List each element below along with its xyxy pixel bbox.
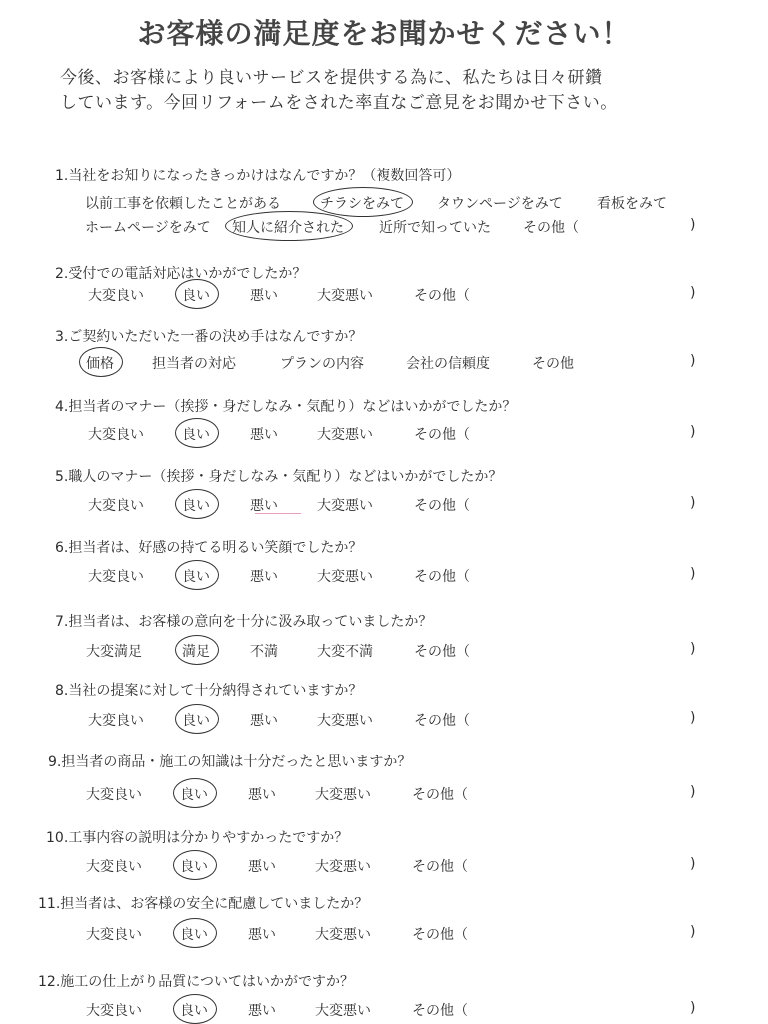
other-close-paren: ) [690, 424, 696, 440]
question-2-option[interactable]: 大変良い [88, 288, 144, 304]
question-9-option[interactable]: 良い [180, 787, 208, 803]
question-8-option[interactable]: 悪い [250, 713, 278, 729]
question-12-label: 12.施工の仕上がり品質についてはいかがですか？ [38, 974, 354, 990]
question-1-option[interactable]: タウンページをみて [437, 196, 563, 212]
question-11-option[interactable]: その他（ [412, 927, 468, 943]
question-11-option[interactable]: 大変悪い [315, 927, 371, 943]
question-1-label: 1.当社をお知りになったきっかけはなんですか？（複数回答可） [55, 168, 461, 184]
question-9-option[interactable]: 悪い [248, 787, 276, 803]
survey-title: お客様の満足度をお聞かせください！ [137, 17, 631, 50]
question-3-option[interactable]: 価格 [86, 356, 114, 372]
question-11-option[interactable]: 悪い [248, 927, 276, 943]
intro-text [60, 66, 720, 116]
question-3-option[interactable]: その他 [532, 356, 574, 372]
question-5-option[interactable]: その他（ [414, 498, 470, 514]
question-9-option[interactable]: 大変良い [86, 787, 142, 803]
question-5-label: 5.職人のマナー（挨拶・身だしなみ・気配り）などはいかがでしたか？ [55, 469, 503, 485]
question-2-option[interactable]: 大変悪い [317, 288, 373, 304]
question-1-option[interactable]: 知人に紹介された [232, 220, 344, 236]
question-6-option[interactable]: その他（ [414, 569, 470, 585]
question-1-option[interactable]: チラシをみて [320, 196, 404, 212]
question-10-option[interactable]: 良い [180, 859, 208, 875]
question-2-option[interactable]: その他（ [414, 288, 470, 304]
other-close-paren: ) [690, 1000, 696, 1016]
question-4-option[interactable]: 大変悪い [317, 427, 373, 443]
question-10-option[interactable]: 大変悪い [315, 859, 371, 875]
other-close-paren: ) [690, 353, 696, 369]
question-6-option[interactable]: 悪い [250, 569, 278, 585]
question-2-option[interactable]: 悪い [250, 288, 278, 304]
question-3-option[interactable]: 会社の信頼度 [406, 356, 490, 372]
intro-line-2: しています。今回リフォームをされた率直なご意見をお聞かせ下さい。 [60, 93, 618, 113]
question-4-option[interactable]: その他（ [414, 427, 470, 443]
question-6-label: 6.担当者は、好感の持てる明るい笑顔でしたか？ [55, 540, 363, 556]
question-1-option[interactable]: 看板をみて [597, 196, 667, 212]
other-close-paren: ) [690, 924, 696, 940]
question-8-option[interactable]: その他（ [414, 713, 470, 729]
question-1-option[interactable]: ホームページをみて [85, 220, 211, 236]
pen-underline-mark [255, 513, 301, 514]
question-11-option[interactable]: 大変良い [86, 927, 142, 943]
question-10-option[interactable]: 大変良い [86, 859, 142, 875]
other-close-paren: ) [690, 784, 696, 800]
question-11-label: 11.担当者は、お客様の安全に配慮していましたか？ [38, 896, 369, 912]
other-close-paren: ) [690, 566, 696, 582]
question-1-option[interactable]: 以前工事を依頼したことがある [85, 196, 281, 212]
question-6-option[interactable]: 大変悪い [317, 569, 373, 585]
question-7-option[interactable]: 大変満足 [86, 644, 142, 660]
other-close-paren: ) [690, 856, 696, 872]
question-5-option[interactable]: 悪い [250, 498, 278, 514]
question-12-option[interactable]: その他（ [412, 1003, 468, 1019]
other-close-paren: ) [690, 285, 696, 301]
question-10-option[interactable]: その他（ [412, 859, 468, 875]
question-12-option[interactable]: 大変良い [86, 1003, 142, 1019]
question-12-option[interactable]: 良い [180, 1003, 208, 1019]
question-7-option[interactable]: 大変不満 [317, 644, 373, 660]
question-8-option[interactable]: 大変良い [88, 713, 144, 729]
intro-line-1: 今後、お客様により良いサービスを提供する為に、私たちは日々研鑽 [60, 68, 603, 88]
question-8-label: 8.当社の提案に対して十分納得されていますか？ [55, 683, 363, 699]
question-2-label: 2.受付での電話対応はいかがでしたか？ [55, 266, 307, 282]
question-6-option[interactable]: 大変良い [88, 569, 144, 585]
question-11-option[interactable]: 良い [180, 927, 208, 943]
question-8-option[interactable]: 大変悪い [317, 713, 373, 729]
question-5-option[interactable]: 大変良い [88, 498, 144, 514]
question-1-option[interactable]: 近所で知っていた [379, 220, 491, 236]
question-7-label: 7.担当者は、お客様の意向を十分に汲み取っていましたか？ [55, 614, 433, 630]
question-7-option[interactable]: 不満 [250, 644, 278, 660]
question-12-option[interactable]: 悪い [248, 1003, 276, 1019]
question-5-option[interactable]: 大変悪い [317, 498, 373, 514]
question-3-option[interactable]: プランの内容 [280, 356, 364, 372]
other-close-paren: ) [690, 641, 696, 657]
question-5-option[interactable]: 良い [182, 498, 210, 514]
question-7-option[interactable]: その他（ [414, 644, 470, 660]
question-3-option[interactable]: 担当者の対応 [152, 356, 236, 372]
other-close-paren: ) [690, 710, 696, 726]
question-8-option[interactable]: 良い [182, 713, 210, 729]
question-7-option[interactable]: 満足 [182, 644, 210, 660]
question-10-option[interactable]: 悪い [248, 859, 276, 875]
question-4-option[interactable]: 大変良い [88, 427, 144, 443]
question-4-label: 4.担当者のマナー（挨拶・身だしなみ・気配り）などはいかがでしたか？ [55, 399, 517, 415]
question-10-label: 10.工事内容の説明は分かりやすかったですか？ [46, 830, 349, 846]
question-4-option[interactable]: 良い [182, 427, 210, 443]
question-9-option[interactable]: その他（ [412, 787, 468, 803]
question-4-option[interactable]: 悪い [250, 427, 278, 443]
question-9-option[interactable]: 大変悪い [315, 787, 371, 803]
question-9-label: 9.担当者の商品・施工の知識は十分だったと思いますか？ [48, 754, 412, 770]
question-6-option[interactable]: 良い [182, 569, 210, 585]
question-12-option[interactable]: 大変悪い [315, 1003, 371, 1019]
question-2-option[interactable]: 良い [182, 288, 210, 304]
other-close-paren: ) [690, 495, 696, 511]
question-1-option[interactable]: その他（ [523, 220, 579, 236]
other-close-paren: ) [690, 217, 696, 233]
question-3-label: 3.ご契約いただいた一番の決め手はなんですか？ [55, 329, 363, 345]
